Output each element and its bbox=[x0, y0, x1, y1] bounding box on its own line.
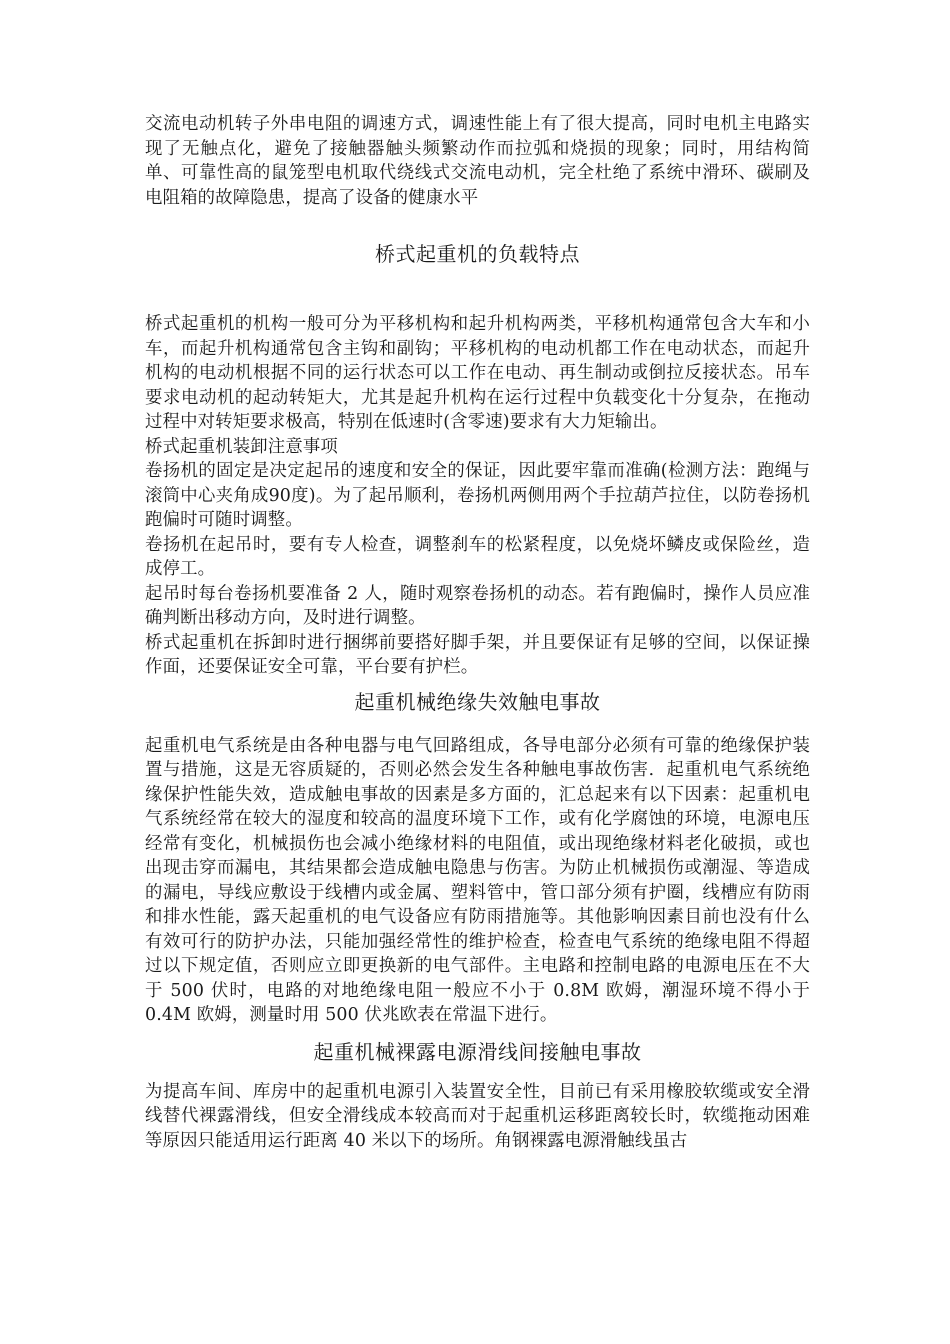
loading-note-item: 卷扬机的固定是决定起吊的速度和安全的保证，因此要牢靠而准确(检测方法：跑绳与滚筒中心夹角成90度)。为了起吊顺利，卷扬机两侧用两个手拉葫芦拉住，以防卷扬机跑偏时可随时调整。 bbox=[145, 461, 810, 530]
loading-notes-subheading: 桥式起重机装卸注意事项 bbox=[145, 436, 338, 457]
section-heading-exposed-trolley-wire: 起重机械裸露电源滑线间接触电事故 bbox=[313, 1039, 642, 1064]
exposed-trolley-wire-paragraph: 为提高车间、库房中的起重机电源引入装置安全性，目前已有采用橡胶软缆或安全滑线替代裸露滑线，但安全滑线成本较高而对于起重机运移距离较长时，软缆拖动困难等原因只能适用运行距离 40 米以下的场所。角钢裸露电源滑触线虽古 bbox=[145, 1081, 810, 1151]
section-heading-insulation-failure: 起重机械绝缘失效触电事故 bbox=[354, 689, 601, 714]
intro-paragraph: 交流电动机转子外串电阻的调速方式，调速性能上有了很大提高，同时电机主电路实现了无触点化，避免了接触器触头频繁动作而拉弧和烧损的现象；同时，用结构简单、可靠性高的鼠笼型电机取代绕线式交流电动机，完全杜绝了系统中滑环、碳刷及电阻箱的故障隐患，提高了设备的健康水平 bbox=[145, 114, 810, 208]
loading-note-item: 桥式起重机在拆卸时进行捆绑前要搭好脚手架，并且要保证有足够的空间，以保证操作面，还要保证安全可靠，平台要有护栏。 bbox=[145, 632, 810, 677]
load-characteristics-paragraph: 桥式起重机的机构一般可分为平移机构和起升机构两类，平移机构通常包含大车和小车，而起升机构通常包含主钩和副钩；平移机构的电动机都工作在电动状态，而起升机构的电动机根据不同的运行状态可以工作在电动、再生制动或倒拉反接状态。吊车要求电动机的起动转矩大，尤其是起升机构在运行过程中负载变化十分复杂，在拖动过程中对转矩要求极高，特别在低速时(含零速)要求有大力矩输出。 bbox=[145, 314, 810, 432]
section-heading-load-characteristics: 桥式起重机的负载特点 bbox=[375, 242, 580, 266]
loading-note-item: 卷扬机在起吊时，要有专人检查，调整刹车的松紧程度，以免烧坏鳞皮或保险丝，造成停工。 bbox=[145, 534, 810, 579]
loading-note-item: 起吊时每台卷扬机要准备 2 人，随时观察卷扬机的动态。若有跑偏时，操作人员应准确判断出移动方向，及时进行调整。 bbox=[145, 583, 810, 628]
insulation-failure-paragraph: 起重机电气系统是由各种电器与电气回路组成，各导电部分必须有可靠的绝缘保护装置与措施，这是无容质疑的，否则必然会发生各种触电事故伤害．起重机电气系统绝缘保护性能失效，造成触电事故的因素是多方面的，汇总起来有以下因素：起重机电气系统经常在较大的湿度和较高的温度环境下工作，或有化学腐蚀的环境，电源电压经常有变化，机械损伤也会减小绝缘材料的电阻值，或出现绝缘材料老化破损，或也出现击穿而漏电，其结果都会造成触电隐患与伤害。为防止机械损伤或潮湿、等造成的漏电，导线应敷设于线槽内或金属、塑料管中，管口部分须有护圈，线槽应有防雨和排水性能，露天起重机的电气设备应有防雨措施等。其他影响因素目前也没有什么有效可行的防护办法，只能加强经常性的维护检查，检查电气系统的绝缘电阻不得超过以下规定值，否则应立即更换新的电气部件。主电路和控制电路的电源电压在不大于 500 伏时，电路的对地绝缘电阻一般应不小于 0.8M 欧姆，潮湿环境不得小于 0.4M 欧姆，测量时用 500 伏兆欧表在常温下进行。 bbox=[145, 735, 810, 1025]
document-page bbox=[145, 112, 810, 1153]
